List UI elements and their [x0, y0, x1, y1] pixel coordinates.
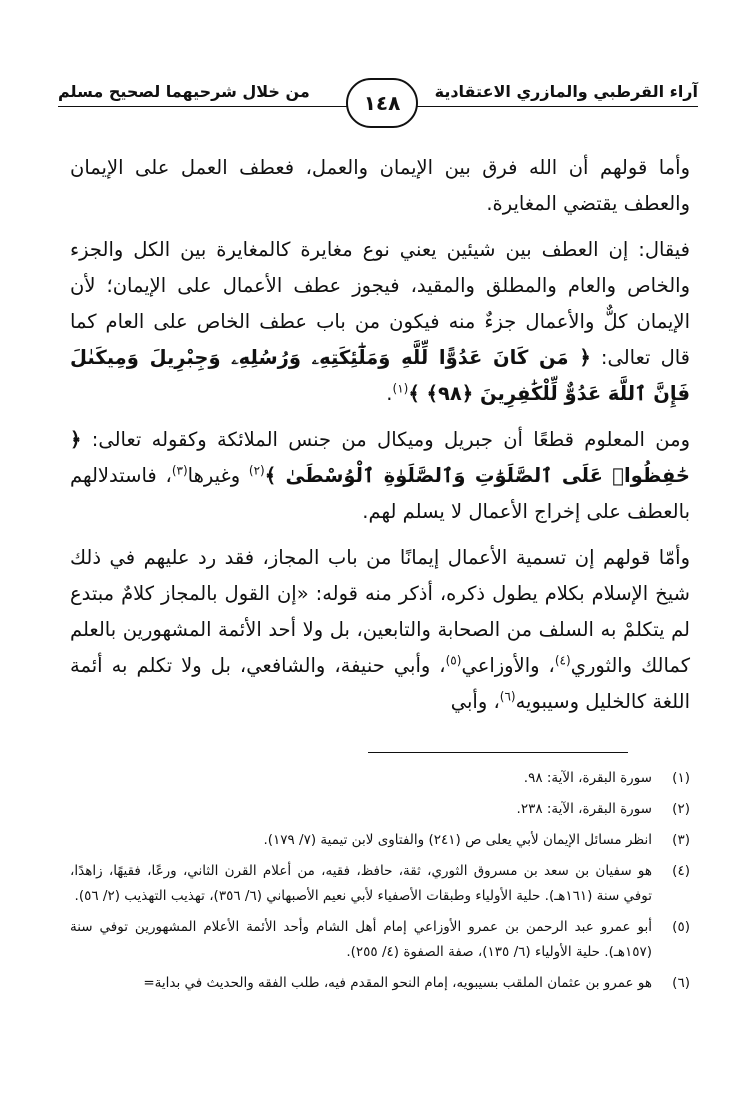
paragraph [70, 232, 690, 412]
footnote-ref[interactable]: (٦) [499, 689, 516, 704]
paragraph-text: ومن المعلوم قطعًا أن جبريل وميكال من جنس الملائكة وكقوله تعالى: [81, 428, 690, 451]
footnote-ref[interactable]: (١) [392, 381, 409, 396]
paragraph-text: ، فاستدلالهم بالعطف على إخراج الأعمال لا يسلم لهم. [70, 464, 690, 523]
footnote-ref[interactable]: (٢) [248, 463, 265, 478]
paragraph [70, 150, 690, 222]
main-text [70, 150, 690, 730]
header-book-title: آراء القرطبي والمازري الاعتقادية [434, 82, 698, 101]
footnote-item [70, 915, 690, 965]
footnote-item [70, 828, 690, 853]
footnote-text: انظر مسائل الإيمان لأبي يعلى ص (٢٤١) والفتاوى لابن تيمية (٧/ ١٧٩). [263, 832, 652, 848]
footnote-divider [368, 752, 628, 753]
paragraph [70, 540, 690, 720]
footnote-text: أبو عمرو عبد الرحمن بن عمرو الأوزاعي إمام أهل الشام وأحد الأئمة الأعلام المشهورين توفي سنة (١٥٧هـ). حلية الأولياء (٦/ ١٣٥)، صفة الصفوة (٤/ ٢٥٥). [70, 919, 652, 960]
footnote-item [70, 971, 690, 996]
paragraph-text: وأمّا قولهم إن تسمية الأعمال إيمانًا من باب المجاز، فقد رد عليهم في ذلك شيخ الإسلام بكلام يطول ذكره، أذكر منه قوله: «إن القول بالمجاز كلامٌ مبتدع لم يتكلمْ به السلف من الصحابة والتابعين، بل ولا أحد الأئمة المشهورين بالعلم كمالك والثوري [70, 546, 690, 677]
footnote-number: (٢) [672, 801, 690, 817]
paragraph [70, 422, 690, 530]
footnote-item [70, 766, 690, 791]
footnote-ref[interactable]: (٥) [445, 653, 462, 668]
footnote-item [70, 797, 690, 822]
footnote-number: (١) [672, 770, 690, 786]
paragraph-text: . [386, 382, 393, 405]
footnote-number: (٣) [672, 832, 690, 848]
footnote-number: (٥) [672, 919, 690, 935]
paragraph-text: وغيرها [187, 464, 249, 487]
quran-verse: ﴿ حَٰفِظُوا۟ عَلَى ٱلصَّلَوَٰتِ وَٱلصَّلَوٰةِ ٱلْوُسْطَىٰ ﴾ [70, 428, 690, 487]
footnote-text: سورة البقرة، الآية: ٢٣٨. [516, 801, 652, 817]
footnote-text: هو سفيان بن سعد بن مسروق الثوري، ثقة، حافظ، فقيه، من أعلام القرن الثاني، ورعًا، فقيهًا، زاهدًا، توفي سنة (١٦١هـ). حلية الأولياء وطبقات الأصفياء لأبي نعيم الأصبهاني (٦/ ٣٥٦)، تهذيب التهذيب (٢/ ٥٦). [70, 863, 652, 904]
page-number: ١٤٨ [346, 78, 418, 128]
footnotes [70, 766, 690, 1002]
header-subtitle: من خلال شرحيهما لصحيح مسلم [58, 82, 310, 101]
paragraph-text: ، والأوزاعي [461, 654, 555, 677]
footnote-text: سورة البقرة، الآية: ٩٨. [523, 770, 652, 786]
footnote-number: (٤) [672, 863, 690, 879]
running-header [58, 82, 698, 138]
quran-verse: ﴿ مَن كَانَ عَدُوًّا لِّلَّهِ وَمَلَٰٓئِكَتِهِۦ وَرُسُلِهِۦ وَجِبْرِيلَ وَمِيكَىٰلَ فَإِنَّ ٱللَّهَ عَدُوٌّ لِّلْكَٰفِرِينَ ﴿٩٨﴾ ﴾ [70, 346, 690, 405]
footnote-ref[interactable]: (٣) [171, 463, 188, 478]
paragraph-text: وأما قولهم أن الله فرق بين الإيمان والعمل، فعطف العمل على الإيمان والعطف يقتضي المغايرة. [70, 156, 690, 215]
footnote-number: (٦) [672, 975, 690, 991]
footnote-item [70, 859, 690, 909]
paragraph-text: فيقال: إن العطف بين شيئين يعني نوع مغايرة كالمغايرة بين الكل والجزء والخاص والعام والمطلق والمقيد، فيجوز عطف الأعمال على الإيمان؛ لأن الإيمان كلٌّ والأعمال جزءٌ منه فيكون من باب عطف الخاص على العام كما قال تعالى: [70, 238, 690, 369]
footnote-text: هو عمرو بن عثمان الملقب بسيبويه، إمام النحو المقدم فيه، طلب الفقه والحديث في بداية= [143, 975, 652, 991]
footnote-ref[interactable]: (٤) [554, 653, 571, 668]
paragraph-text: ، وأبي حنيفة، والشافعي، بل ولا تكلم به أئمة اللغة كالخليل وسيبويه [70, 654, 690, 713]
paragraph-text: ، وأبي [450, 690, 500, 713]
